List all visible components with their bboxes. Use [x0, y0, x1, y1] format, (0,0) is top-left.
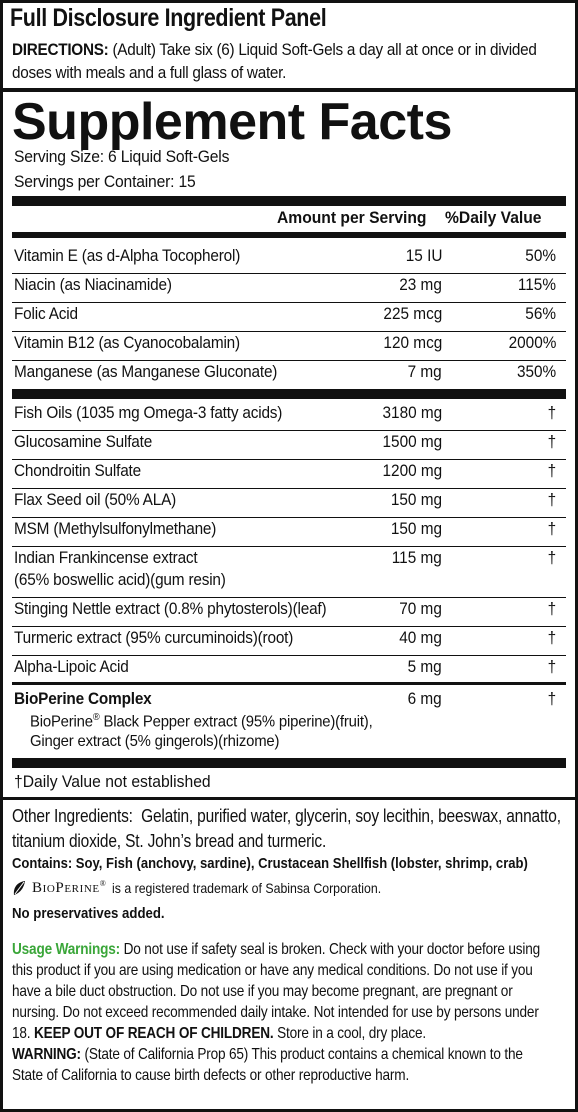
pepper-leaf-icon [12, 880, 26, 896]
table-row [12, 274, 566, 303]
directions [12, 38, 570, 84]
table-row [12, 332, 566, 361]
divider-panel [3, 797, 575, 800]
bioperine-dv: † [547, 690, 556, 708]
daily-value: † [547, 433, 556, 451]
amount-per-serving: 23 mg [399, 276, 442, 294]
divider-medium [12, 232, 566, 238]
bioperine-sub-2: Ginger extract (5% gingerols)(rhizome) [30, 733, 280, 750]
daily-value: 350% [516, 363, 556, 381]
daily-value: † [547, 404, 556, 422]
servings-per-container: Servings per Container: 15 [14, 173, 196, 191]
amount-per-serving: 3180 mg [382, 404, 442, 422]
nutrient-name: Turmeric extract (95% curcuminoids)(root) [14, 629, 294, 647]
daily-value: † [547, 462, 556, 480]
amount-per-serving: 5 mg [407, 658, 442, 676]
daily-value: 56% [525, 305, 556, 323]
directions-label: DIRECTIONS: [12, 40, 109, 59]
amount-per-serving: 7 mg [407, 363, 442, 381]
nutrient-name: Alpha-Lipoic Acid [14, 658, 129, 676]
contains-label: Contains: [12, 855, 73, 872]
daily-value: 115% [517, 276, 556, 294]
usage-warnings [12, 939, 556, 1086]
nutrient-name: Vitamin B12 (as Cyanocobalamin) [14, 334, 240, 352]
nutrient-name: Indian Frankincense extract [14, 549, 198, 567]
table-row [12, 656, 566, 685]
table-row [12, 402, 566, 431]
divider-thick [3, 88, 575, 92]
divider-heavy [12, 196, 566, 206]
table-row [12, 489, 566, 518]
nutrient-name: Vitamin E (as d-Alpha Tocopherol) [14, 247, 241, 265]
prop65-label: WARNING: [12, 1046, 81, 1063]
prop65-text: (State of California Prop 65) This product contains a chemical known to the State of California to cause birth defects or other reproductive harm. [12, 1046, 523, 1084]
nutrient-name: MSM (Methylsulfonylmethane) [14, 520, 217, 538]
daily-value: † [547, 629, 556, 647]
table-row [12, 431, 566, 460]
daily-value-footnote: †Daily Value not established [14, 773, 211, 791]
column-header-daily-value: %Daily Value [445, 208, 542, 227]
nutrient-name: Glucosamine Sulfate [14, 433, 153, 451]
daily-value: 2000% [508, 334, 556, 352]
supplement-facts-title: Supplement Facts [12, 93, 452, 151]
amount-per-serving: 115 mg [391, 549, 442, 567]
amount-per-serving: 1500 mg [382, 433, 442, 451]
divider-heavy-3 [12, 758, 566, 768]
amount-per-serving: 150 mg [390, 520, 442, 538]
nutrient-name-line-2: (65% boswellic acid)(gum resin) [14, 571, 226, 589]
amount-per-serving: 225 mcg [383, 305, 442, 323]
storage-instructions: Store in a cool, dry place. [277, 1025, 426, 1042]
keep-out-of-reach: KEEP OUT OF REACH OF CHILDREN. [34, 1025, 274, 1042]
amount-per-serving: 120 mcg [383, 334, 442, 352]
bioperine-row [12, 688, 566, 758]
usage-warnings-text: Do not use if safety seal is broken. Check with your doctor before using this product if you are using medication or have any medical conditions. Do not use if you have a bile duct obstruction. Do not use if you may become pregnant, are pregnant or nursing. Do not exceed recommended daily intake. Not intended for use by persons under 18. [12, 941, 541, 1042]
nutrient-name: Stinging Nettle extract (0.8% phytosterols)(leaf) [14, 600, 327, 618]
daily-value: † [547, 600, 556, 618]
nutrient-name: Fish Oils (1035 mg Omega-3 fatty acids) [14, 404, 283, 422]
table-row [12, 361, 566, 390]
nutrient-name: Flax Seed oil (50% ALA) [14, 491, 177, 509]
contains-text: Soy, Fish (anchovy, sardine), Crustacean Shellfish (lobster, shrimp, crab) [75, 855, 528, 872]
nutrient-name: Folic Acid [14, 305, 78, 323]
bioperine-sub-1: BioPerine® Black Pepper extract (95% piperine)(fruit), [30, 712, 373, 731]
table-row [12, 460, 566, 489]
nutrient-name: Manganese (as Manganese Gluconate) [14, 363, 278, 381]
other-ingredients-label: Other Ingredients: [12, 806, 133, 826]
table-row [12, 598, 566, 627]
table-row [12, 518, 566, 547]
trademark-line [12, 879, 418, 897]
daily-value: † [547, 520, 556, 538]
daily-value: † [547, 491, 556, 509]
bioperine-amount: 6 mg [407, 690, 442, 708]
bioperine-brand: BioPerine® [32, 879, 107, 896]
table-row [12, 303, 566, 332]
trademark-text: is a registered trademark of Sabinsa Corporation. [112, 880, 382, 896]
bioperine-name: BioPerine Complex [14, 690, 152, 708]
divider-heavy-2 [12, 389, 566, 399]
column-header-amount: Amount per Serving [277, 208, 427, 227]
serving-size: Serving Size: 6 Liquid Soft-Gels [14, 148, 230, 166]
daily-value: † [547, 658, 556, 676]
table-row [12, 627, 566, 656]
amount-per-serving: 150 mg [390, 491, 442, 509]
no-preservatives: No preservatives added. [12, 905, 165, 922]
amount-per-serving: 70 mg [399, 600, 442, 618]
daily-value: † [547, 549, 556, 567]
table-row [12, 245, 566, 274]
other-ingredients [12, 804, 562, 854]
nutrient-name: Chondroitin Sulfate [14, 462, 141, 480]
allergen-contains [12, 855, 569, 872]
amount-per-serving: 40 mg [399, 629, 442, 647]
usage-warnings-label: Usage Warnings: [12, 941, 121, 958]
panel-title: Full Disclosure Ingredient Panel [10, 4, 327, 32]
table-row [12, 547, 566, 598]
daily-value: 50% [525, 247, 556, 265]
other-ingredients-text: Gelatin, purified water, glycerin, soy lecithin, beeswax, annatto, titanium dioxide, St. John’s bread and turmeric. [12, 806, 561, 851]
nutrient-name: Niacin (as Niacinamide) [14, 276, 172, 294]
amount-per-serving: 1200 mg [382, 462, 442, 480]
directions-text: (Adult) Take six (6) Liquid Soft-Gels a day all at once or in divided doses with meals and a full glass of water. [12, 40, 537, 82]
amount-per-serving: 15 IU [405, 247, 442, 265]
